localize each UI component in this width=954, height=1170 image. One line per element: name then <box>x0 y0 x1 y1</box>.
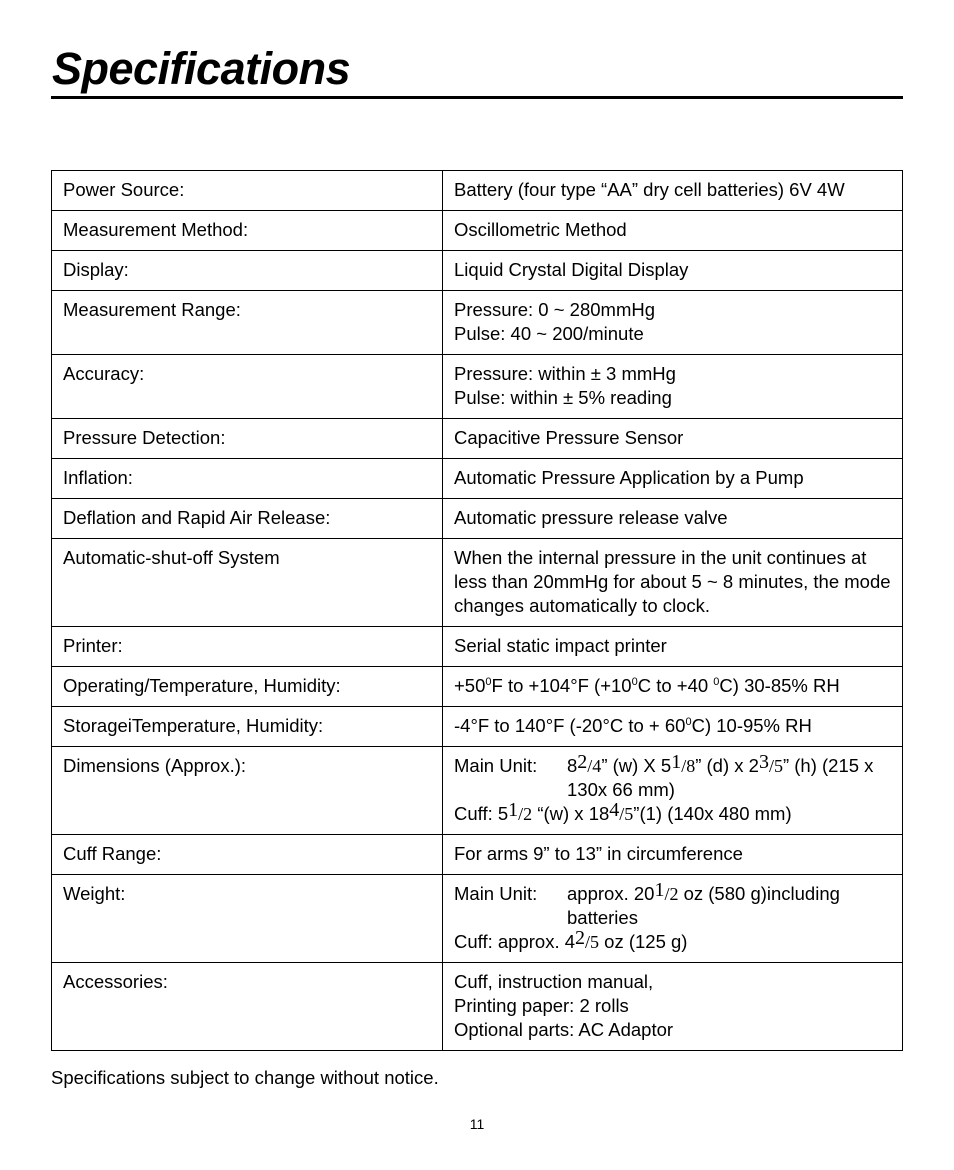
spec-label: Display: <box>52 251 443 291</box>
spec-value <box>443 707 903 747</box>
spec-label: Printer: <box>52 627 443 667</box>
text-part: C) 10-95% RH <box>691 715 812 736</box>
spec-label: Measurement Method: <box>52 211 443 251</box>
weight-main-unit <box>454 879 892 930</box>
spec-value <box>443 291 903 355</box>
table-row <box>52 459 903 499</box>
fraction-denominator: /5 <box>768 756 783 776</box>
fraction <box>609 799 634 824</box>
table-row <box>52 707 903 747</box>
spec-label: Inflation: <box>52 459 443 499</box>
fraction-denominator: /2 <box>518 804 533 824</box>
text-part: Cuff: approx. 4 <box>454 931 576 952</box>
text-part: C to +40 <box>637 675 714 696</box>
spec-label: StorageiTemperature, Humidity: <box>52 707 443 747</box>
fraction <box>758 751 783 776</box>
table-row <box>52 251 903 291</box>
range-pressure: Pressure: 0 ~ 280mmHg <box>454 299 656 320</box>
text-part: 8 <box>567 755 578 776</box>
spec-label: Accessories: <box>52 963 443 1051</box>
shutoff-text: When the internal pressure in the unit continues at less than 20mmHg for about 5 ~ 8 minutes, the mode changes automatically to clock. <box>454 547 891 616</box>
table-row <box>52 171 903 211</box>
main-unit-label: Main Unit: <box>454 755 538 776</box>
fraction-numerator: 2 <box>577 751 588 773</box>
text-part: Cuff: 5 <box>454 803 509 824</box>
spec-label: Operating/Temperature, Humidity: <box>52 667 443 707</box>
spec-value <box>443 539 903 627</box>
text-part: approx. 20 <box>567 883 655 904</box>
fraction-denominator: /8 <box>681 756 696 776</box>
fraction <box>577 751 602 776</box>
weight-cuff <box>454 927 892 954</box>
spec-label: Weight: <box>52 875 443 963</box>
fraction-numerator: 3 <box>758 751 769 773</box>
spec-value: Oscillometric Method <box>443 211 903 251</box>
table-row <box>52 835 903 875</box>
fraction-denominator: /4 <box>587 756 602 776</box>
spec-value <box>443 875 903 963</box>
fraction-numerator: 1 <box>654 879 665 901</box>
degree-mark: 0 <box>485 676 492 688</box>
text-part: oz (125 g) <box>599 931 688 952</box>
footnote: Specifications subject to change without notice. <box>51 1067 439 1088</box>
spec-value: Serial static impact printer <box>443 627 903 667</box>
table-row <box>52 875 903 963</box>
table-row <box>52 499 903 539</box>
operating-temperature-text <box>454 674 892 698</box>
text-part: “(w) x 18 <box>532 803 610 824</box>
spec-label: Cuff Range: <box>52 835 443 875</box>
spec-value: Liquid Crystal Digital Display <box>443 251 903 291</box>
dimensions-cuff <box>454 799 892 826</box>
text-part: ”(1) (140x 480 mm) <box>633 803 792 824</box>
accessories-line: Optional parts: AC Adaptor <box>454 1019 674 1040</box>
fraction-denominator: /5 <box>619 804 634 824</box>
storage-temperature-text <box>454 714 892 738</box>
fraction <box>671 751 696 776</box>
spec-label: Power Source: <box>52 171 443 211</box>
accessories-line: Cuff, instruction manual, <box>454 971 654 992</box>
text-part: F to +104°F (+10 <box>491 675 632 696</box>
fraction-numerator: 4 <box>609 799 620 821</box>
spec-value: For arms 9” to 13” in circumference <box>443 835 903 875</box>
text-part: +50 <box>454 675 486 696</box>
fraction-denominator: /5 <box>585 932 600 952</box>
table-row <box>52 355 903 419</box>
spec-value: Automatic Pressure Application by a Pump <box>443 459 903 499</box>
table-row <box>52 627 903 667</box>
main-unit-value <box>567 751 892 802</box>
fraction <box>508 799 533 824</box>
text-part: ” (w) X 5 <box>601 755 672 776</box>
text-part: -4°F to 140°F (-20°C to + 60 <box>454 715 686 736</box>
spec-value <box>443 355 903 419</box>
text-part: C) 30-85% RH <box>719 675 840 696</box>
table-row <box>52 419 903 459</box>
page-title: Specifications <box>52 43 351 94</box>
dimensions-main-unit <box>454 751 892 802</box>
specifications-table <box>51 170 903 1051</box>
spec-value <box>443 667 903 707</box>
degree-mark: 0 <box>685 716 692 728</box>
spec-label: Dimensions (Approx.): <box>52 747 443 835</box>
spec-label: Deflation and Rapid Air Release: <box>52 499 443 539</box>
spec-label: Measurement Range: <box>52 291 443 355</box>
fraction <box>575 927 600 952</box>
degree-mark: 0 <box>631 676 638 688</box>
fraction-numerator: 2 <box>575 927 586 949</box>
table-row <box>52 963 903 1051</box>
accessories-line: Printing paper: 2 rolls <box>454 995 629 1016</box>
fraction-numerator: 1 <box>508 799 519 821</box>
table-row <box>52 291 903 355</box>
text-part: oz (580 g)including batteries <box>567 883 840 928</box>
spec-label: Pressure Detection: <box>52 419 443 459</box>
text-part: ” (d) x 2 <box>695 755 759 776</box>
spec-value <box>443 747 903 835</box>
fraction-denominator: /2 <box>664 884 679 904</box>
spec-value: Capacitive Pressure Sensor <box>443 419 903 459</box>
accuracy-pulse: Pulse: within ± 5% reading <box>454 387 672 408</box>
spec-value: Battery (four type “AA” dry cell batteries) 6V 4W <box>443 171 903 211</box>
table-row <box>52 539 903 627</box>
main-unit-value <box>567 879 892 930</box>
text-part: ” (h) (215 x 130x 66 mm) <box>567 755 874 800</box>
table-row <box>52 747 903 835</box>
table-row <box>52 211 903 251</box>
degree-mark: 0 <box>713 676 720 688</box>
spec-value: Automatic pressure release valve <box>443 499 903 539</box>
spec-label: Accuracy: <box>52 355 443 419</box>
title-rule <box>51 96 903 99</box>
accuracy-pressure: Pressure: within ± 3 mmHg <box>454 363 676 384</box>
range-pulse: Pulse: 40 ~ 200/minute <box>454 323 644 344</box>
main-unit-label: Main Unit: <box>454 883 538 904</box>
fraction-numerator: 1 <box>671 751 682 773</box>
table-row <box>52 667 903 707</box>
page-number: 11 <box>469 1116 485 1132</box>
spec-label: Automatic-shut-off System <box>52 539 443 627</box>
spec-value <box>443 963 903 1051</box>
fraction <box>654 879 679 904</box>
